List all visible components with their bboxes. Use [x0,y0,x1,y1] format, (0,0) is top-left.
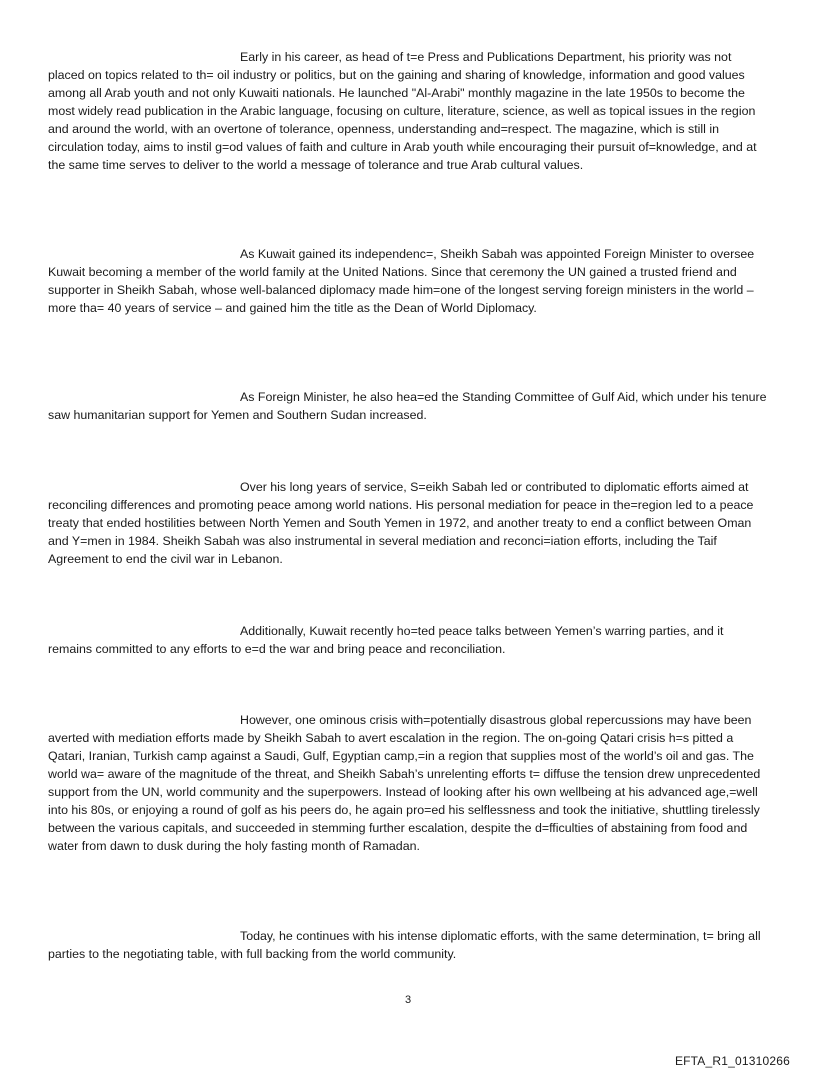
paragraph-continuing-efforts: Today, he continues with his intense diplomatic efforts, with the same determination, t= bring all parties to the negotiating table, with full backing from the world community. [48,929,761,961]
paragraph-gulf-aid: As Foreign Minister, he also hea=ed the Standing Committee of Gulf Aid, which under his tenure saw humanitarian support for Yemen and Southern Sudan increased. [48,390,767,422]
page-number: 3 [404,994,412,1006]
paragraph-yemen-talks: Additionally, Kuwait recently ho=ted peace talks between Yemen’s warring parties, and it remains committed to any efforts to e=d the war and bring peace and reconciliation. [48,624,724,656]
paragraph-qatari-crisis: However, one ominous crisis with=potentially disastrous global repercussions may have been averted with mediation efforts made by Sheikh Sabah to avert escalation in the region. The on-going Qatari crisis h=s pitted a Qatari, Iranian, Turkish camp against a Saudi, Gulf, Egyptian camp,=in a region that supplies most of the world’s oil and gas. The world wa= aware of the magnitude of the threat, and Sheikh Sabah’s unrelenting efforts t= diffuse the tension drew unprecedented support from the UN, world community and the superpowers. Instead of looking after his own wellbeing at his advanced age,=well into his 80s, or enjoying a round of golf as his peers do, he again pro=ed his selflessness and took the initiative, shuttling tirelessly between the various capitals, and succeeded in stemming further escalation, despite the d=fficulties of abstaining from food and water from dawn to dusk during the holy fasting month of Ramadan. [48,713,761,853]
paragraph-foreign-minister: As Kuwait gained its independenc=, Sheikh Sabah was appointed Foreign Minister to oversee Kuwait becoming a member of the world family at the United Nations. Since that ceremony the UN gained a trusted friend and supporter in Sheikh Sabah, whose well-balanced diplomacy made him=one of the longest serving foreign ministers in the world – more tha= 40 years of service – and gained him the title as the Dean of World Diplomacy. [48,247,755,315]
paragraph-al-arabi: Early in his career, as head of t=e Press and Publications Department, his priority was not placed on topics related to th= oil industry or politics, but on the gaining and sharing of knowledge, information and good values among all Arab youth and not only Kuwaiti nationals. He launched "Al-Arabi" monthly magazine in the late 1950s to become the most widely read publication in the Arabic language, focusing on culture, literature, science, as well as topical issues in the region and around the world, with an overtone of tolerance, openness, understanding and=respect. The magazine, which is still in circulation today, aims to instil g=od values of faith and culture in Arab youth while encouraging their pursuit of=knowledge, and at the same time serves to deliver to the world a message of tolerance and true Arab cultural values. [48,50,757,172]
paragraph-diplomatic-efforts: Over his long years of service, S=eikh Sabah led or contributed to diplomatic efforts aimed at reconciling differences and promoting peace among world nations. His personal mediation for peace in the=region led to a peace treaty that ended hostilities between North Yemen and South Yemen in 1972, and another treaty to end a conflict between Oman and Y=men in 1984. Sheikh Sabah was also instrumental in several mediation and reconci=iation efforts, including the Taif Agreement to end the civil war in Lebanon. [48,480,754,566]
document-id: EFTA_R1_01310266 [674,1054,790,1068]
